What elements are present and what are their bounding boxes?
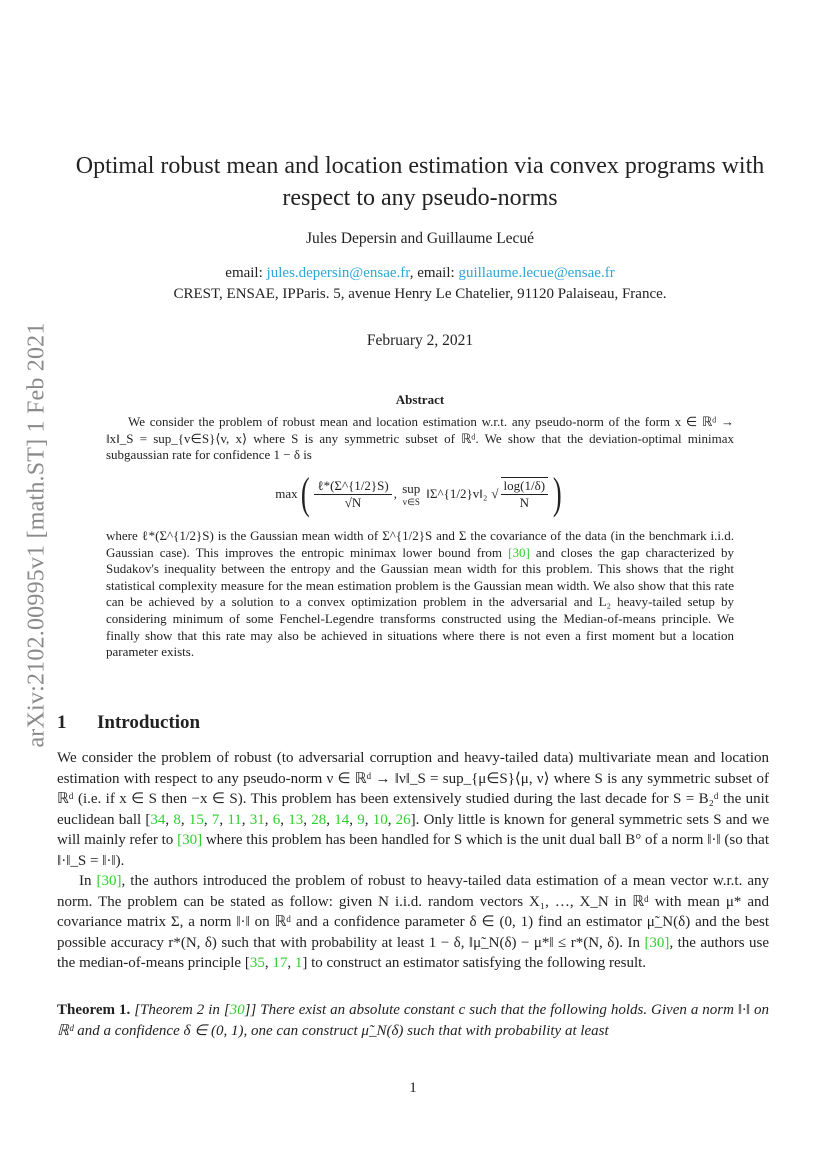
intro-paragraph-2: In [30], the authors introduced the problem of robust to heavy-tailed data estimation of a mean vector w.r.t. any norm. The problem can be stated as follow: given N i.i.d. random vectors X₁, …, X_N in ℝᵈ with mean μ* and covariance matrix Σ, a norm ‖·‖ on ℝᵈ and a confidence parameter δ ∈ (0, 1) find an estimator μ̃_N(δ) and the best possible accuracy r*(N, δ) such that with probability at least 1 − δ, ‖μ̃_N(δ) − μ*‖ ≤ r*(N, δ). In [30], the authors use the median-of-means principle [35, 17, 1] to construct an estimator satisfying the following result. bbox=[57, 873, 769, 971]
paper-date: February 2, 2021 bbox=[366, 332, 474, 349]
abstract-heading: Abstract bbox=[395, 392, 445, 407]
formula-norm: ‖Σ^{1/2}v‖₂ bbox=[426, 486, 488, 501]
theorem-label: Theorem 1. bbox=[57, 1002, 131, 1018]
citation-link[interactable]: 8 bbox=[173, 811, 181, 828]
email-link-lecue[interactable]: guillaume.lecue@ensae.fr bbox=[458, 265, 615, 281]
title-line-1: Optimal robust mean and location estimation via convex programs with bbox=[75, 153, 765, 179]
formula-sup: sup v∈S bbox=[402, 480, 421, 507]
arxiv-sidebar-stamp bbox=[22, 322, 52, 748]
title-line-2: respect to any pseudo-norms bbox=[282, 185, 558, 211]
formula-max: max bbox=[275, 486, 298, 501]
abstract-paragraph-1: We consider the problem of robust mean and location estimation w.r.t. any pseudo-norm of the form x ∈ ℝᵈ → ‖x‖_S = sup_{v∈S}⟨v, x⟩ where S is any symmetric subset of ℝᵈ. We show that the deviation-optimal minimax subgaussian rate for confidence 1 − δ is bbox=[106, 414, 734, 463]
citation-link[interactable]: 1 bbox=[294, 955, 303, 971]
citation-link[interactable]: 31 bbox=[249, 811, 265, 828]
citation-link[interactable]: 17 bbox=[272, 955, 288, 971]
formula-fraction-width: $\frac{\text{ℓ*(Σ\textasciicircum{}\{1/2\}S)}}{√N}$ bbox=[314, 478, 391, 511]
email-label: email: bbox=[417, 265, 455, 281]
abstract-paragraph-2: where ℓ*(Σ^{1/2}S) is the Gaussian mean width of Σ^{1/2}S and Σ the covariance of the data (in the benchmark i.i.d. Gaussian case). This improves the entropic minimax lower bound from [30] and closes the gap characterized by Sudakov's inequality between the entropy and the Gaussian mean width for this problem. This shows that the right statistical complexity measure for the mean estimation problem is the Gaussian mean width. We also show that this rate can be achieved by a solution to a convex optimization problem in the adversarial and L₂ heavy-tailed setup by considering minimum of some Fenchel-Legendre transforms constructed using the Median-of-means principle. We finally show that this rate may also be achieved in situations where there is not even a first moment but a location parameter exists. bbox=[106, 528, 734, 660]
citation-link[interactable]: 26 bbox=[395, 811, 411, 828]
citation-link[interactable]: 6 bbox=[272, 811, 281, 828]
paper-title bbox=[60, 150, 780, 214]
email-label: email: bbox=[225, 265, 263, 281]
formula-fraction-log: $\frac{\log(1/\delta)}{N}$ bbox=[501, 477, 549, 511]
citation-link[interactable]: [30] bbox=[177, 832, 203, 848]
citation-link[interactable]: 30 bbox=[229, 1002, 245, 1018]
citation-link[interactable]: 10 bbox=[372, 811, 388, 828]
citation-link[interactable]: 15 bbox=[188, 811, 204, 828]
contact-block bbox=[60, 263, 780, 305]
citation-link[interactable]: 13 bbox=[288, 811, 304, 828]
intro-paragraph-1: We consider the problem of robust (to adversarial corruption and heavy-tailed data) multivariate mean and location estimation with respect to any pseudo-norm ν ∈ ℝᵈ → ‖ν‖_S = sup_{μ∈S}⟨μ, ν⟩ where S is any symmetric subset of ℝᵈ (i.e. if x ∈ S then −x ∈ S). This problem has been extensively studied during the last decade for S = B₂ᵈ the unit euclidean ball [34, 8, 15, 7, 11, 31, 6, 13, 28, 14, 9, 10, 26]. Only little is known for general symmetric sets S and we will mainly refer to [30] where this problem has been handled for S which is the unit dual ball B° of a norm ‖·‖ (so that ‖·‖_S = ‖·‖). bbox=[57, 750, 770, 869]
citation-link[interactable]: 34 bbox=[150, 811, 166, 828]
citation-link[interactable]: [30] bbox=[508, 544, 530, 560]
emails-line: email: jules.depersin@ensae.fr, email: guillaume.lecue@ensae.fr bbox=[225, 265, 615, 281]
authors: Jules Depersin and Guillaume Lecué bbox=[305, 230, 535, 247]
arxiv-id: arXiv:2102.00995v1 [math.ST] 1 Feb 2021 bbox=[23, 322, 50, 748]
citation-link[interactable]: 7 bbox=[211, 811, 220, 828]
citation-link[interactable]: 14 bbox=[334, 811, 350, 828]
affiliation: CREST, ENSAE, IPParis. 5, avenue Henry Le Chatelier, 91120 Palaiseau, France. bbox=[173, 286, 667, 302]
page-number: 1 bbox=[409, 1080, 417, 1096]
theorem-1: Theorem 1. [Theorem 2 in [30]] There exist an absolute constant c such that the following holds. Given a norm ‖·‖ on ℝᵈ and a confidence δ ∈ (0, 1), one can construct μ̃_N(δ) such that with probability at least bbox=[57, 1002, 770, 1039]
citation-link[interactable]: 28 bbox=[311, 811, 327, 828]
citation-link[interactable]: [30] bbox=[96, 873, 122, 889]
email-link-depersin[interactable]: jules.depersin@ensae.fr bbox=[266, 265, 410, 281]
citation-link[interactable]: 11 bbox=[227, 811, 242, 828]
citation-link[interactable]: 9 bbox=[357, 811, 365, 828]
section-heading-introduction: 1 Introduction bbox=[57, 712, 201, 733]
citation-link[interactable]: [30] bbox=[644, 934, 670, 951]
rate-formula: max ( $\frac{\text{ℓ*(Σ\textasciicircum{}\{1/2\}S)}}{√N}$ , sup v∈S ‖Σ^{1/2}v‖₂ √ $\frac{\log(1/\delta)}{N}$ ) bbox=[275, 469, 562, 518]
citation-link[interactable]: 35 bbox=[249, 955, 265, 971]
